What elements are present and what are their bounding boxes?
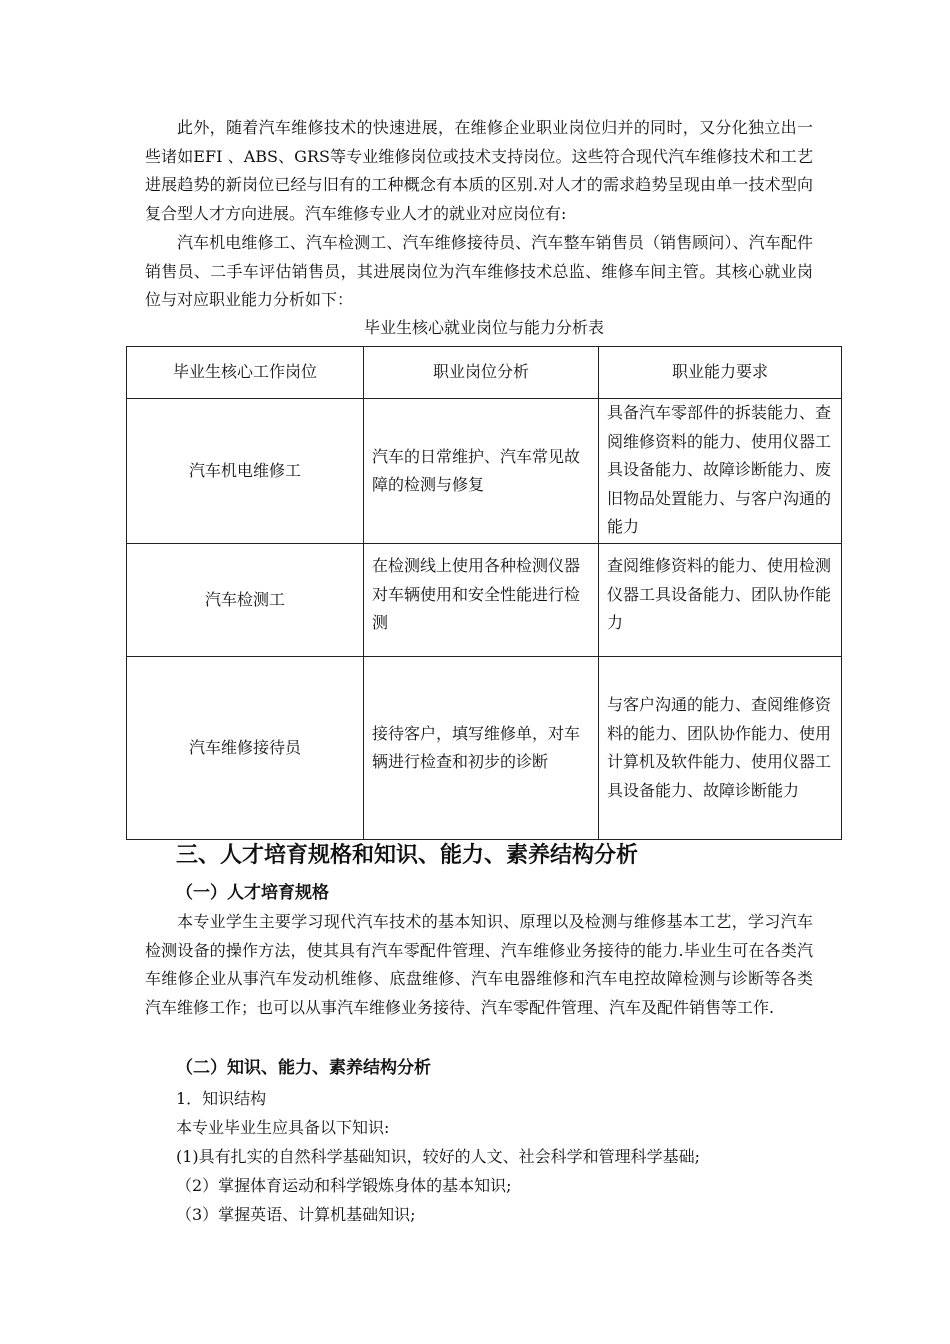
list-item: (1)具有扎实的自然科学基础知识，较好的人文、社会科学和管理科学基础; — [176, 1147, 701, 1166]
subsection-2-heading: （二）知识、能力、素养结构分析 — [176, 1058, 431, 1078]
table-header-row — [127, 347, 842, 399]
knowledge-structure-label: 1．知识结构 — [176, 1089, 267, 1108]
post-cell: 汽车维修接待员 — [127, 657, 364, 840]
ability-cell: 查阅维修资料的能力、使用检测仪器工具设备能力、团队协作能力 — [599, 544, 842, 657]
table-row — [127, 399, 842, 544]
post-cell: 汽车机电维修工 — [127, 399, 364, 544]
table-header-cell: 毕业生核心工作岗位 — [127, 347, 364, 399]
knowledge-lead-text: 本专业毕业生应具备以下知识: — [176, 1118, 390, 1137]
list-item: （3）掌握英语、计算机基础知识; — [176, 1205, 416, 1224]
table-header-cell: 职业能力要求 — [599, 347, 842, 399]
table-header-cell: 职业岗位分析 — [364, 347, 599, 399]
analysis-cell: 在检测线上使用各种检测仪器对车辆使用和安全性能进行检测 — [364, 544, 599, 657]
table-caption: 毕业生核心就业岗位与能力分析表 — [363, 318, 604, 337]
section-3-heading: 三、人才培育规格和知识、能力、素养结构分析 — [176, 843, 639, 868]
list-item: （2）掌握体育运动和科学锻炼身体的基本知识; — [176, 1176, 512, 1195]
subsection-1-paragraph: 本专业学生主要学习现代汽车技术的基本知识、原理以及检测与维修基本工艺，学习汽车检测设备的操作方法，使其具有汽车零配件管理、汽车维修业务接待的能力.毕业生可在各类汽车维修企业从事汽车发动机维修、底盘维修、汽车电器维修和汽车电控故障检测与诊断等各类汽车维修工作；也可以从事汽车维修业务接待、汽车零配件管理、汽车及配件销售等工作. — [145, 912, 813, 1017]
job-ability-table — [126, 346, 842, 840]
table-row — [127, 544, 842, 657]
ability-cell: 与客户沟通的能力、查阅维修资料的能力、团队协作能力、使用计算机及软件能力、使用仪器工具设备能力、故障诊断能力 — [599, 657, 842, 840]
analysis-cell: 接待客户，填写维修单，对车辆进行检查和初步的诊断 — [364, 657, 599, 840]
subsection-1-heading: （一）人才培育规格 — [176, 883, 329, 903]
intro-paragraph-1: 此外，随着汽车维修技术的快速进展，在维修企业职业岗位归并的同时，又分化独立出一些诸如EFI 、ABS、GRS等专业维修岗位或技术支持岗位。这些符合现代汽车维修技术和工艺进展趋势的新岗位已经与旧有的工种概念有本质的区别.对人才的需求趋势呈现由单一技术型向复合型人才方向进展。汽车维修专业人才的就业对应岗位有: — [145, 118, 813, 223]
table-row — [127, 657, 842, 840]
post-cell: 汽车检测工 — [127, 544, 364, 657]
intro-paragraph-2: 汽车机电维修工、汽车检测工、汽车维修接待员、汽车整车销售员（销售顾问）、汽车配件销售员、二手车评估销售员，其进展岗位为汽车维修技术总监、维修车间主管。其核心就业岗位与对应职业能力分析如下： — [145, 233, 813, 309]
ability-cell: 具备汽车零部件的拆装能力、查阅维修资料的能力、使用仪器工具设备能力、故障诊断能力、废旧物品处置能力、与客户沟通的能力 — [599, 399, 842, 544]
analysis-cell: 汽车的日常维护、汽车常见故障的检测与修复 — [364, 399, 599, 544]
